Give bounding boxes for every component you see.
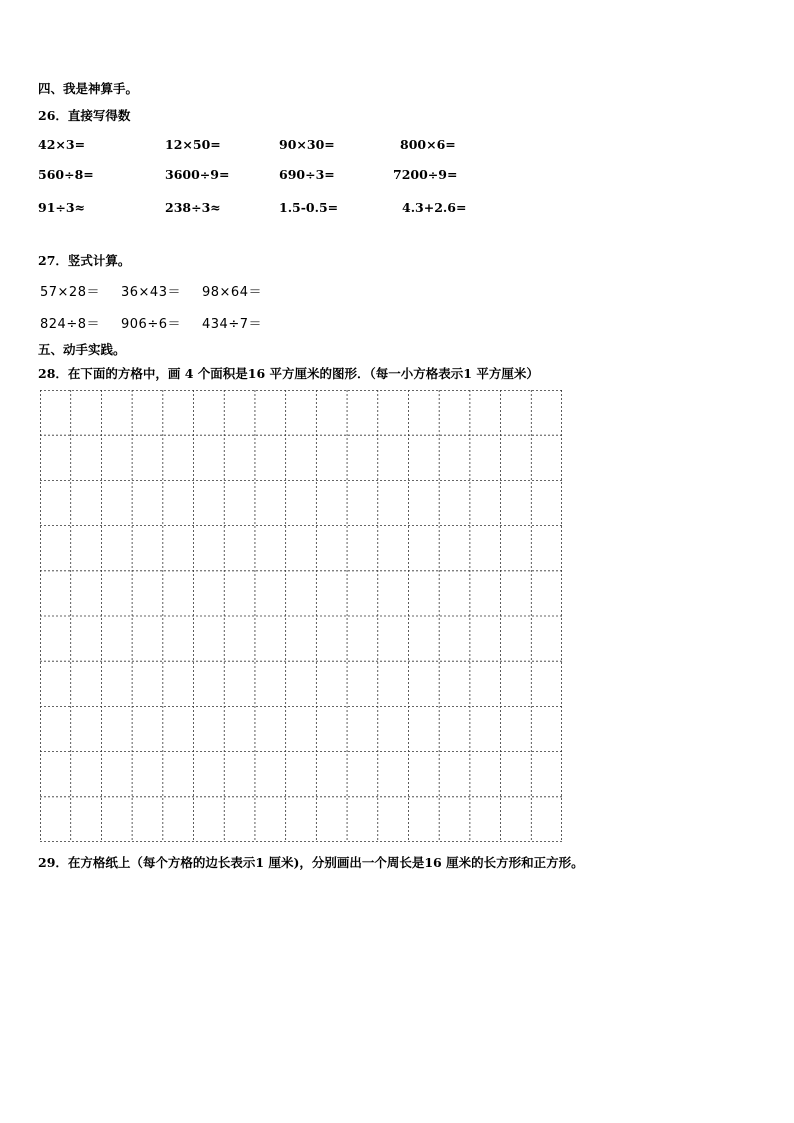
q26-item: 690÷3= [279, 167, 335, 182]
q27-item: 98×64＝ [202, 285, 262, 300]
q26-item: 238÷3≈ [165, 200, 221, 215]
q27-item: 36×43＝ [121, 285, 181, 300]
q26-item: 1.5-0.5= [279, 200, 339, 215]
q27-item: 434÷7＝ [202, 317, 262, 332]
q26-row-3 [38, 200, 738, 218]
q26-item: 90×30= [279, 137, 335, 152]
q26-item: 12×50= [165, 137, 221, 152]
q26-item: 42×3= [38, 137, 86, 152]
q26-item: 3600÷9= [165, 167, 230, 182]
question-27-title: 27．竖式计算。 [38, 253, 131, 268]
q26-item: 560÷8= [38, 167, 94, 182]
q26-row-1 [38, 137, 738, 155]
q26-item: 7200÷9= [393, 167, 458, 182]
square-grid [40, 390, 562, 842]
q26-item: 4.3+2.6= [402, 200, 467, 215]
question-29-title: 29．在方格纸上（每个方格的边长表示1 厘米)，分别画出一个周长是16 厘米的长方形和正方形。 [38, 855, 584, 870]
question-28-title: 28．在下面的方格中，画 4 个面积是16 平方厘米的图形．（每一小方格表示1 平方厘米） [38, 366, 539, 381]
q27-item: 906÷6＝ [121, 317, 181, 332]
question-26-title: 26．直接写得数 [38, 108, 131, 123]
q26-item: 91÷3≈ [38, 200, 86, 215]
q26-row-2 [38, 167, 738, 185]
section-four-title: 四、我是神算手。 [38, 81, 139, 96]
section-five-title: 五、动手实践。 [38, 342, 126, 357]
q27-item: 57×28＝ [40, 285, 100, 300]
q26-item: 800×6= [400, 137, 456, 152]
q27-item: 824÷8＝ [40, 317, 100, 332]
